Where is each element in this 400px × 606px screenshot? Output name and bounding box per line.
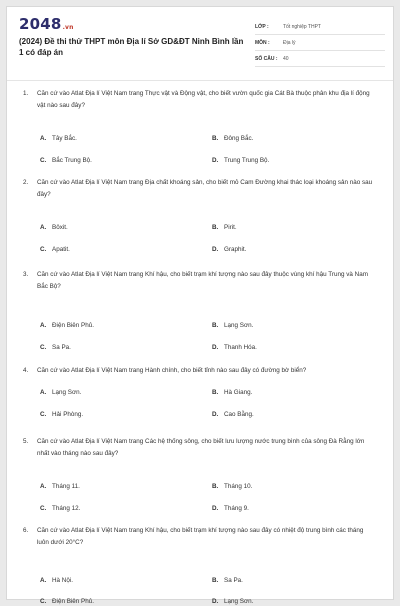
option-letter: B. (212, 389, 219, 396)
option-a[interactable] (40, 388, 81, 397)
meta-table (255, 19, 385, 67)
option-text: Thanh Hóa. (224, 344, 257, 351)
option-text: Hải Phòng. (52, 411, 84, 418)
meta-value: 40 (283, 55, 289, 62)
option-letter: B. (212, 483, 219, 490)
option-d[interactable] (212, 245, 246, 254)
question-number: 1. (23, 90, 29, 97)
question-number: 4. (23, 367, 29, 374)
question-number: 2. (23, 179, 29, 186)
option-c[interactable] (40, 245, 70, 254)
meta-row-subject (255, 35, 385, 51)
option-letter: C. (40, 246, 47, 253)
meta-label: SỐ CÂU : (255, 55, 278, 62)
option-text: Trung Trung Bộ. (224, 157, 270, 164)
option-text: Lạng Sơn. (52, 389, 82, 396)
option-text: Hà Giang. (224, 389, 253, 396)
option-letter: A. (40, 322, 47, 329)
option-d[interactable] (212, 597, 253, 606)
logo-text: 2048 (19, 15, 62, 33)
option-letter: A. (40, 135, 47, 142)
meta-value: Địa lý (283, 39, 296, 46)
option-text: Tháng 12. (52, 505, 81, 512)
option-a[interactable] (40, 321, 94, 330)
site-logo[interactable] (19, 15, 74, 33)
option-text: Tháng 11. (52, 483, 80, 490)
question-number: 5. (23, 438, 29, 445)
option-letter: B. (212, 577, 219, 584)
option-b[interactable] (212, 388, 252, 397)
option-c[interactable] (40, 156, 92, 165)
option-letter: C. (40, 505, 47, 512)
option-text: Tây Bắc. (52, 135, 77, 142)
option-text: Điện Biên Phủ. (52, 322, 95, 329)
option-b[interactable] (212, 223, 237, 232)
option-text: Apatit. (52, 246, 70, 253)
question-text: Căn cứ vào Atlat Địa lí Việt Nam trang Các hệ thống sông, cho biết lưu lượng nước trung bình của sông Đà Rằng lớn nhất vào tháng nào sau đây? (37, 438, 365, 457)
option-letter: D. (212, 505, 219, 512)
option-letter: D. (212, 157, 219, 164)
option-letter: D. (212, 411, 219, 418)
option-letter: C. (40, 598, 47, 605)
question-text: Căn cứ vào Atlat Địa lí Việt Nam trang Hành chính, cho biết tỉnh nào sau đây có đường bờ biển? (37, 367, 307, 374)
option-b[interactable] (212, 482, 252, 491)
option-text: Graphit. (224, 246, 247, 253)
exam-sheet (6, 6, 394, 605)
option-letter: C. (40, 157, 47, 164)
option-letter: D. (212, 598, 219, 605)
option-b[interactable] (212, 134, 253, 143)
option-d[interactable] (212, 156, 269, 165)
option-c[interactable] (40, 410, 83, 419)
option-text: Sa Pa. (224, 577, 243, 584)
option-text: Pirit. (224, 224, 237, 231)
question-number: 3. (23, 271, 29, 278)
option-a[interactable] (40, 576, 73, 585)
option-a[interactable] (40, 482, 80, 491)
option-d[interactable] (212, 343, 257, 352)
option-text: Đông Bắc. (224, 135, 254, 142)
option-letter: B. (212, 135, 219, 142)
option-b[interactable] (212, 321, 253, 330)
option-text: Lạng Sơn. (224, 322, 254, 329)
meta-value: Tốt nghiệp THPT (283, 23, 321, 30)
option-a[interactable] (40, 134, 77, 143)
sheet-header (7, 7, 393, 75)
question-text: Căn cứ vào Atlat Địa lí Việt Nam trang Khí hậu, cho biết trạm khí tượng nào sau đây thuộc vùng khí hậu Trung và Nam Bắc Bộ? (37, 271, 368, 290)
meta-label: MÔN : (255, 39, 270, 46)
question-text: Căn cứ vào Atlat Địa lí Việt Nam trang Địa chất khoáng sản, cho biết mỏ Cam Đường khai thác loại khoáng sản nào sau đây? (37, 179, 373, 198)
option-d[interactable] (212, 504, 249, 513)
document-title: (2024) Đề thi thử THPT môn Địa lí Sở GD&ĐT Ninh Bình lần 1 có đáp án (19, 37, 244, 57)
option-letter: C. (40, 411, 47, 418)
option-text: Bắc Trung Bộ. (52, 157, 92, 164)
question-text: Căn cứ vào Atlat Địa lí Việt Nam trang Thực vật và Động vật, cho biết vườn quốc gia Cát Bà thuộc phân khu địa lí động vật nào sau đây? (37, 90, 370, 109)
option-text: Cao Bằng. (224, 411, 254, 418)
logo-suffix: .vn (62, 24, 74, 31)
header-divider (7, 80, 393, 81)
option-letter: C. (40, 344, 47, 351)
option-c[interactable] (40, 504, 80, 513)
option-text: Điện Biên Phủ. (52, 598, 95, 605)
option-d[interactable] (212, 410, 254, 419)
option-letter: A. (40, 389, 47, 396)
meta-row-class (255, 19, 385, 35)
meta-row-count (255, 51, 385, 67)
option-text: Tháng 10. (224, 483, 253, 490)
option-letter: B. (212, 322, 219, 329)
meta-label: LỚP : (255, 23, 269, 30)
option-a[interactable] (40, 223, 68, 232)
option-text: Bôxit. (52, 224, 68, 231)
question-number: 6. (23, 527, 29, 534)
option-c[interactable] (40, 597, 94, 606)
option-letter: A. (40, 224, 47, 231)
option-letter: D. (212, 246, 219, 253)
option-text: Sa Pa. (52, 344, 71, 351)
option-letter: D. (212, 344, 219, 351)
option-text: Tháng 9. (224, 505, 249, 512)
option-b[interactable] (212, 576, 243, 585)
option-text: Hà Nội. (52, 577, 73, 584)
option-letter: A. (40, 483, 47, 490)
question-text: Căn cứ vào Atlat Địa lí Việt Nam trang Khí hậu, cho biết trạm khí tượng nào sau đây có nhiệt độ trung bình các tháng luôn dưới 20°C? (37, 527, 364, 546)
option-letter: A. (40, 577, 47, 584)
option-text: Lạng Sơn. (224, 598, 254, 605)
option-letter: B. (212, 224, 219, 231)
option-c[interactable] (40, 343, 71, 352)
